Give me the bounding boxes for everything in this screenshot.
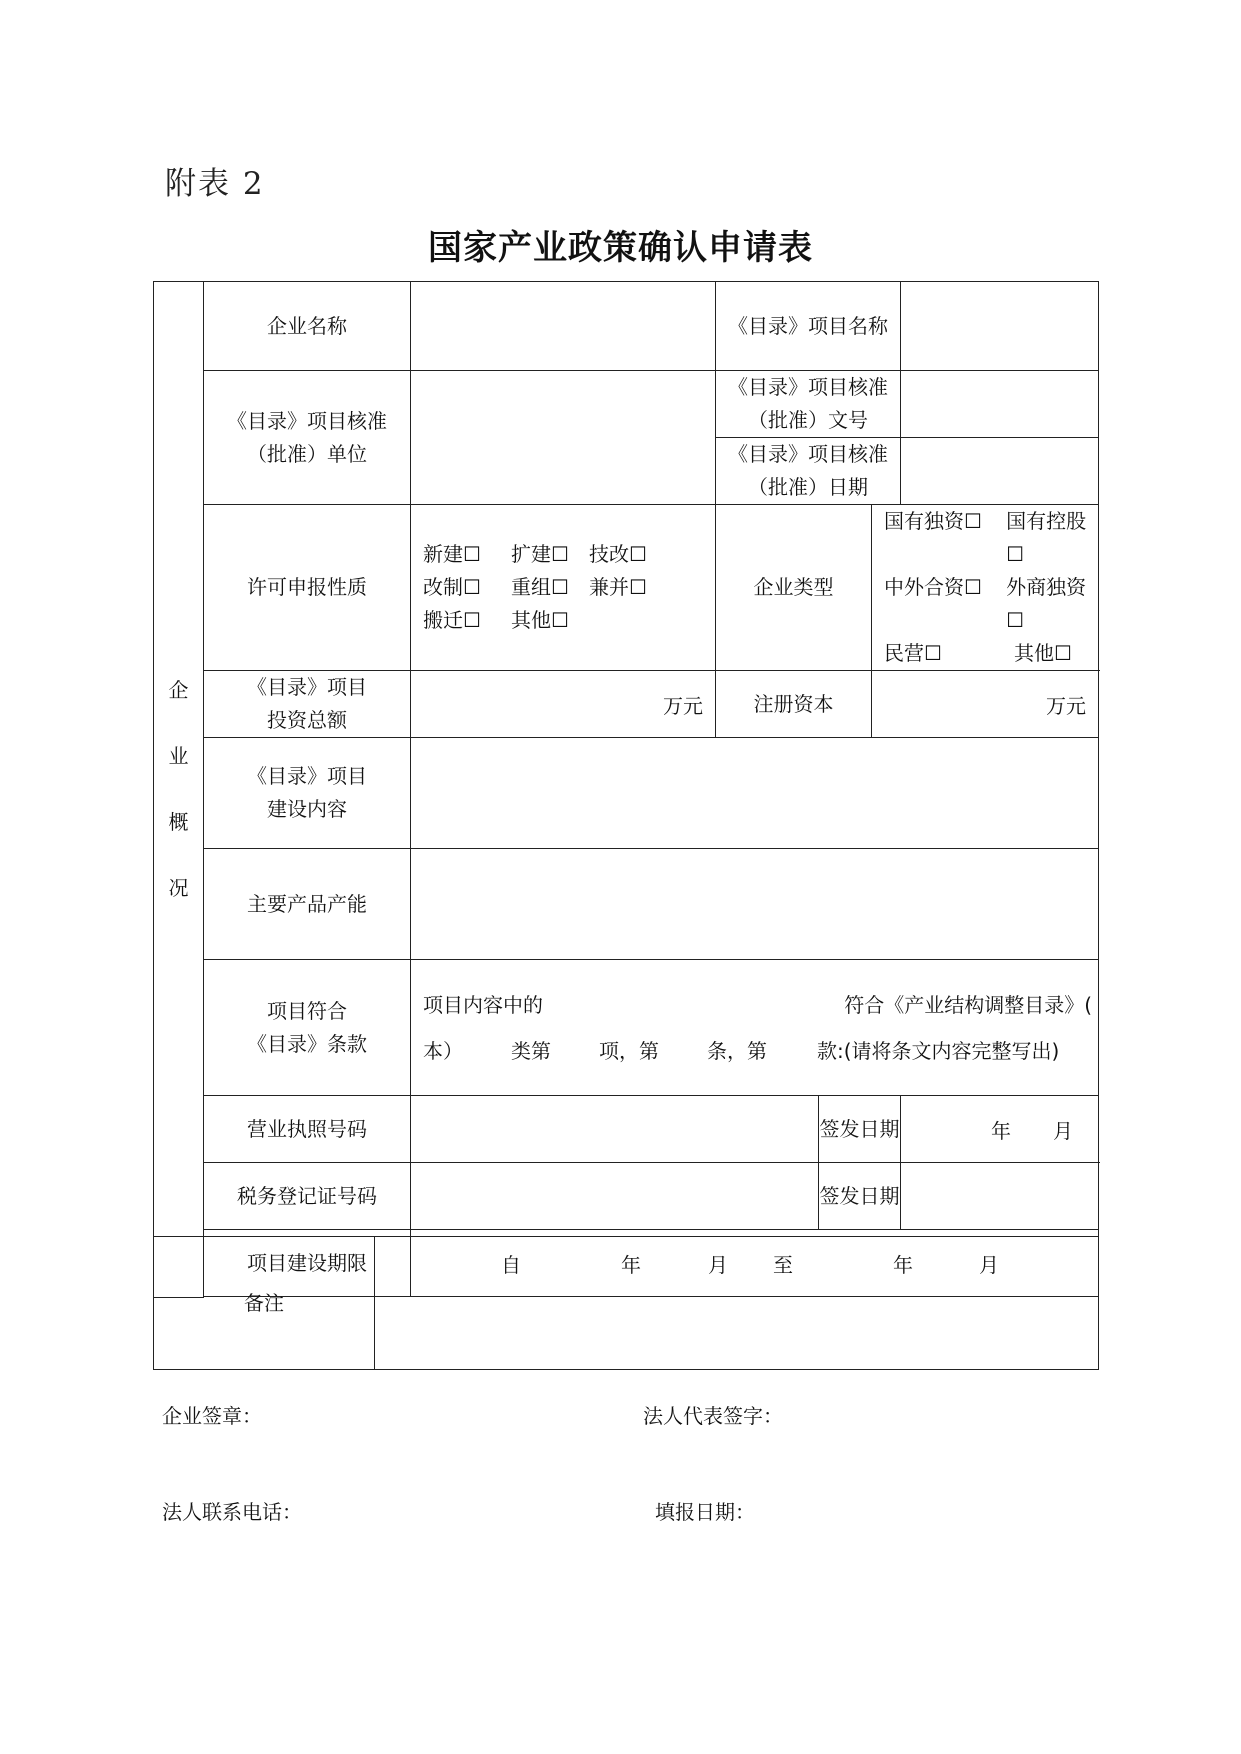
label-license-issue-date: 签发日期 bbox=[819, 1096, 901, 1163]
field-approval-date[interactable] bbox=[901, 438, 1099, 505]
checkbox-state-owned[interactable]: 国有独资☐ bbox=[884, 509, 982, 533]
field-tax-registration[interactable] bbox=[411, 1163, 819, 1230]
year-label: 年 bbox=[991, 1118, 1012, 1143]
clause-text-c: 本） bbox=[423, 1038, 463, 1063]
application-form-table bbox=[153, 281, 1099, 1298]
field-main-products[interactable] bbox=[411, 849, 1099, 960]
nature-options[interactable] bbox=[411, 505, 716, 671]
checkbox-new[interactable]: 新建☐ bbox=[423, 542, 481, 566]
field-approval-unit[interactable] bbox=[411, 371, 716, 505]
checkbox-reorganize[interactable]: 重组☐ bbox=[511, 575, 569, 599]
clause-text-e: 项，第 bbox=[599, 1038, 659, 1063]
unit-wan-yuan: 万元 bbox=[663, 693, 704, 718]
period-to: 至 bbox=[773, 1252, 793, 1277]
fill-date-label: 填报日期： bbox=[655, 1500, 755, 1524]
checkbox-relocate[interactable]: 搬迁☐ bbox=[423, 608, 481, 632]
label-approval-unit: 《目录》项目核准 （批准）单位 bbox=[204, 371, 411, 505]
field-registered-capital[interactable] bbox=[872, 671, 1099, 738]
label-main-products: 主要产品产能 bbox=[204, 849, 411, 960]
checkbox-private[interactable]: 民营☐ bbox=[884, 641, 942, 665]
unit-wan-yuan: 万元 bbox=[1046, 693, 1087, 718]
label-company-type: 企业类型 bbox=[716, 505, 872, 671]
checkbox-expand[interactable]: 扩建☐ bbox=[511, 542, 569, 566]
checkbox-restructure[interactable]: 改制☐ bbox=[423, 575, 481, 599]
period-month-2: 月 bbox=[979, 1252, 999, 1277]
company-type-options[interactable] bbox=[872, 505, 1099, 671]
remark-table bbox=[153, 1236, 1099, 1370]
period-year-1: 年 bbox=[621, 1252, 641, 1277]
field-catalog-clause[interactable] bbox=[411, 960, 1099, 1096]
label-approval-date: 《目录》项目核准 （批准）日期 bbox=[716, 438, 901, 505]
label-remark: 备注 bbox=[154, 1237, 375, 1370]
label-business-license: 营业执照号码 bbox=[204, 1096, 411, 1163]
label-construction-content: 《目录》项目 建设内容 bbox=[204, 738, 411, 849]
field-license-issue-date[interactable] bbox=[901, 1096, 1099, 1163]
period-year-2: 年 bbox=[893, 1252, 913, 1277]
month-label: 月 bbox=[1053, 1118, 1074, 1143]
company-seal-label: 企业签章： bbox=[162, 1404, 262, 1428]
period-month-1: 月 bbox=[708, 1252, 728, 1277]
label-total-investment: 《目录》项目 投资总额 bbox=[204, 671, 411, 738]
label-registered-capital: 注册资本 bbox=[716, 671, 872, 738]
field-tax-issue-date[interactable] bbox=[901, 1163, 1099, 1230]
field-remark[interactable] bbox=[375, 1237, 1099, 1370]
field-project-name[interactable] bbox=[901, 282, 1099, 371]
checkbox-other-type[interactable]: 其他☐ bbox=[1014, 641, 1072, 665]
form-title: 国家产业政策确认申请表 bbox=[428, 228, 813, 268]
label-application-nature: 许可申报性质 bbox=[204, 505, 411, 671]
section-label-company-overview: 企 业 概 况 bbox=[154, 282, 204, 1298]
field-business-license[interactable] bbox=[411, 1096, 819, 1163]
checkbox-state-controlled[interactable]: 国有控股☐ bbox=[1006, 509, 1087, 566]
period-from: 自 bbox=[501, 1252, 521, 1277]
field-construction-content[interactable] bbox=[411, 738, 1099, 849]
field-approval-doc-number[interactable] bbox=[901, 371, 1099, 438]
checkbox-joint-venture[interactable]: 中外合资☐ bbox=[884, 575, 982, 599]
label-tax-registration: 税务登记证号码 bbox=[204, 1163, 411, 1230]
clause-text-f: 条，第 bbox=[707, 1038, 767, 1063]
clause-text-g: 款:(请将条文内容完整写出) bbox=[817, 1038, 1060, 1063]
checkbox-other-nature[interactable]: 其他☐ bbox=[511, 608, 569, 632]
checkbox-renovate[interactable]: 技改☐ bbox=[589, 542, 647, 566]
label-approval-doc-number: 《目录》项目核准 （批准）文号 bbox=[716, 371, 901, 438]
clause-text-b: 符合《产业结构调整目录》( bbox=[844, 992, 1093, 1017]
field-company-name[interactable] bbox=[411, 282, 716, 371]
checkbox-foreign-owned[interactable]: 外商独资☐ bbox=[1006, 575, 1087, 632]
clause-text-d: 类第 bbox=[511, 1038, 551, 1063]
attachment-label: 附表 2 bbox=[165, 166, 265, 202]
label-construction-period: 项目建设期限 bbox=[204, 1230, 411, 1297]
clause-text-a: 项目内容中的 bbox=[423, 992, 543, 1017]
label-company-name: 企业名称 bbox=[204, 282, 411, 371]
label-tax-issue-date: 签发日期 bbox=[819, 1163, 901, 1230]
legal-rep-sign-label: 法人代表签字： bbox=[643, 1404, 783, 1428]
label-project-name: 《目录》项目名称 bbox=[716, 282, 901, 371]
label-catalog-clause: 项目符合 《目录》条款 bbox=[204, 960, 411, 1096]
field-total-investment[interactable] bbox=[411, 671, 716, 738]
legal-phone-label: 法人联系电话： bbox=[162, 1500, 302, 1524]
checkbox-merge[interactable]: 兼并☐ bbox=[589, 575, 647, 599]
